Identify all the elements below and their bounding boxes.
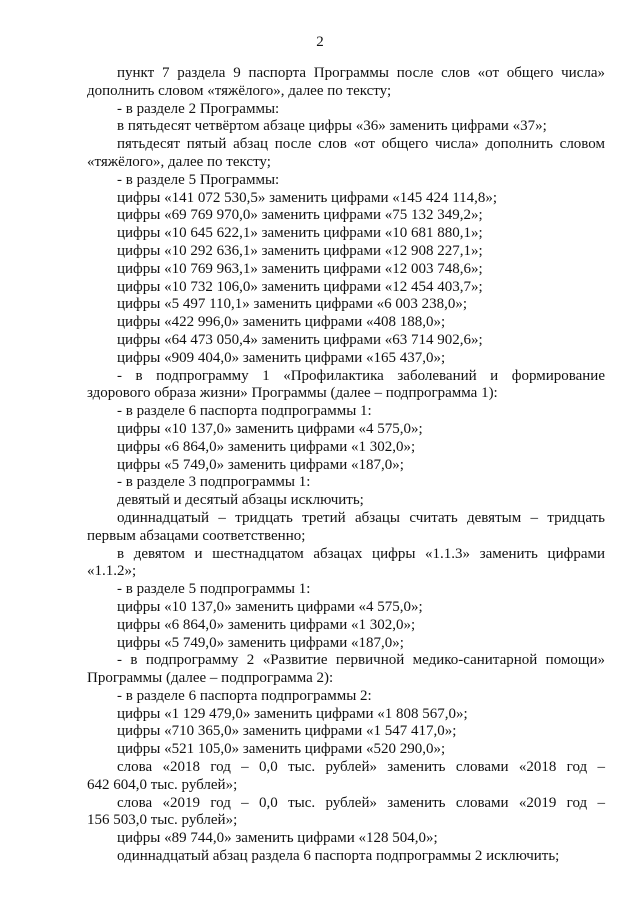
text-line: пункт 7 раздела 9 паспорта Программы после слов «от общего числа» bbox=[117, 65, 605, 81]
text-line: - в разделе 3 подпрограммы 1: bbox=[117, 474, 311, 491]
text-line: в девятом и шестнадцатом абзацах цифры «1.1.3» заменить цифрами bbox=[117, 545, 605, 562]
text-line: цифры «141 072 530,5» заменить цифрами «145 424 114,8»; bbox=[117, 189, 498, 206]
text-line: 156 503,0 тыс. рублей»; bbox=[87, 812, 238, 829]
text-line: цифры «521 105,0» заменить цифрами «520 290,0»; bbox=[117, 741, 446, 758]
text-line: цифры «10 732 106,0» заменить цифрами «12 454 403,7»; bbox=[117, 278, 483, 295]
text-line: в пятьдесят четвёртом абзаце цифры «36» заменить цифрами «37»; bbox=[117, 118, 547, 135]
text-line: «1.1.2»; bbox=[87, 563, 137, 580]
text-line: «тяжёлого», далее по тексту; bbox=[87, 153, 271, 170]
text-line: цифры «909 404,0» заменить цифрами «165 437,0»; bbox=[117, 349, 446, 366]
text-line: цифры «5 497 110,1» заменить цифрами «6 003 238,0»; bbox=[117, 296, 468, 313]
document-body bbox=[87, 65, 605, 866]
text-line: цифры «10 292 636,1» заменить цифрами «12 908 227,1»; bbox=[117, 242, 483, 259]
page-number: 2 bbox=[316, 34, 324, 50]
text-line: слова «2018 год – 0,0 тыс. рублей» заменить словами «2018 год – bbox=[117, 759, 605, 776]
text-line: дополнить словом «тяжёлого», далее по тексту; bbox=[87, 82, 392, 99]
text-line: - в подпрограмму 2 «Развитие первичной медико-санитарной помощи» bbox=[117, 652, 605, 669]
text-line: - в разделе 6 паспорта подпрограммы 2: bbox=[117, 687, 372, 704]
text-line: цифры «64 473 050,4» заменить цифрами «63 714 902,6»; bbox=[117, 331, 483, 348]
text-line: цифры «5 749,0» заменить цифрами «187,0»; bbox=[117, 634, 404, 651]
text-line: цифры «89 744,0» заменить цифрами «128 504,0»; bbox=[117, 830, 438, 847]
text-line: - в разделе 2 Программы: bbox=[117, 100, 280, 117]
text-line: - в разделе 5 подпрограммы 1: bbox=[117, 581, 311, 598]
text-line: цифры «10 137,0» заменить цифрами «4 575,0»; bbox=[117, 420, 423, 437]
text-line: пятьдесят пятый абзац после слов «от общего числа» дополнить словом bbox=[117, 136, 605, 153]
text-line: одиннадцатый – тридцать третий абзацы считать девятым – тридцать bbox=[117, 509, 605, 526]
text-line: - в подпрограмму 1 «Профилактика заболеваний и формирование bbox=[117, 367, 605, 384]
text-line: - в разделе 5 Программы: bbox=[117, 171, 280, 188]
text-line: одиннадцатый абзац раздела 6 паспорта подпрограммы 2 исключить; bbox=[117, 848, 560, 865]
text-line: цифры «6 864,0» заменить цифрами «1 302,0»; bbox=[117, 438, 416, 455]
text-line: слова «2019 год – 0,0 тыс. рублей» заменить словами «2019 год – bbox=[117, 794, 605, 811]
text-line: цифры «69 769 970,0» заменить цифрами «75 132 349,2»; bbox=[117, 207, 483, 224]
text-line: цифры «5 749,0» заменить цифрами «187,0»; bbox=[117, 456, 404, 473]
text-line: Программы (далее – подпрограмма 2): bbox=[87, 670, 334, 687]
text-line: цифры «6 864,0» заменить цифрами «1 302,0»; bbox=[117, 616, 416, 633]
text-line: цифры «1 129 479,0» заменить цифрами «1 808 567,0»; bbox=[117, 705, 468, 722]
text-line: цифры «10 769 963,1» заменить цифрами «12 003 748,6»; bbox=[117, 260, 483, 277]
text-line: - в разделе 6 паспорта подпрограммы 1: bbox=[117, 403, 372, 420]
text-line: цифры «710 365,0» заменить цифрами «1 547 417,0»; bbox=[117, 723, 457, 740]
text-line: девятый и десятый абзацы исключить; bbox=[117, 492, 364, 509]
text-line: цифры «10 645 622,1» заменить цифрами «10 681 880,1»; bbox=[117, 225, 483, 242]
text-line: первым абзацами соответственно; bbox=[87, 527, 306, 544]
text-line: цифры «422 996,0» заменить цифрами «408 188,0»; bbox=[117, 314, 446, 331]
text-line: здорового образа жизни» Программы (далее – подпрограмма 1): bbox=[87, 385, 498, 402]
text-line: цифры «10 137,0» заменить цифрами «4 575,0»; bbox=[117, 598, 423, 615]
text-line: 642 604,0 тыс. рублей»; bbox=[87, 776, 238, 793]
